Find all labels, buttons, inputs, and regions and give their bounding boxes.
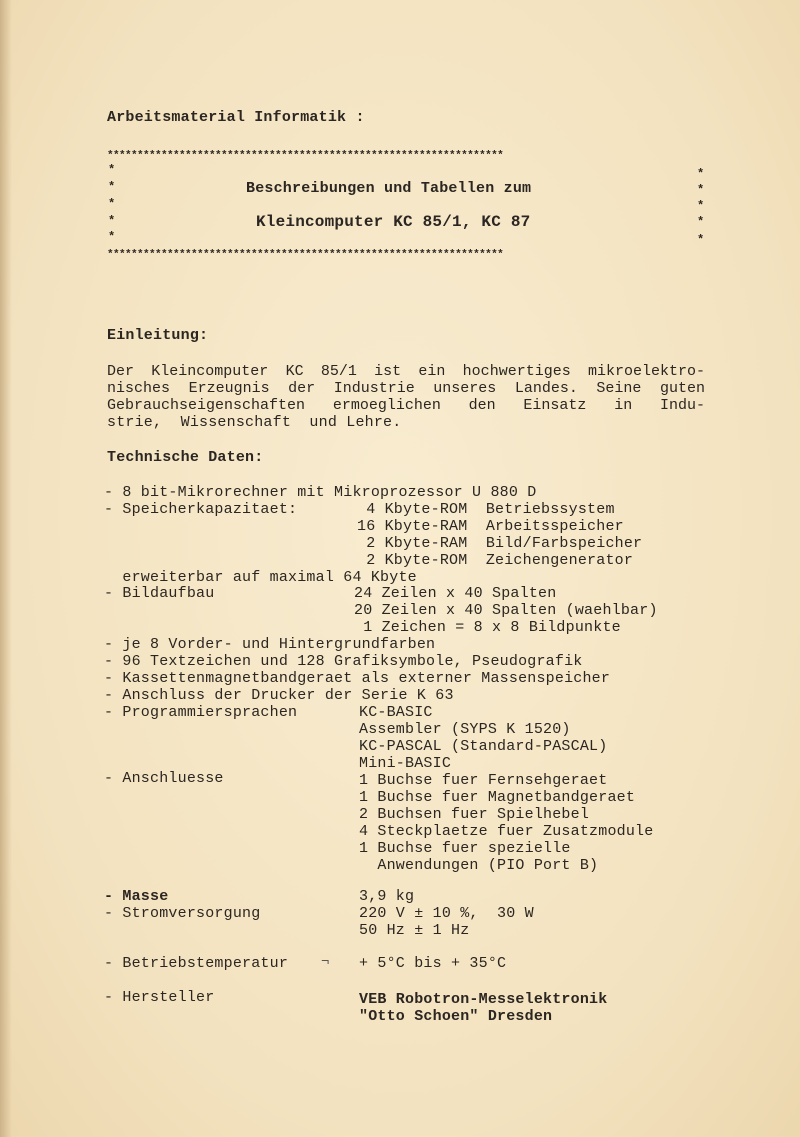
tech-row-value: KC-PASCAL (Standard-PASCAL) — [359, 738, 608, 755]
tech-row-label: - Speicherkapazitaet: — [104, 501, 298, 518]
page-edge-shadow — [0, 0, 12, 1137]
tech-row-value: 4 Kbyte-ROM Betriebssystem — [357, 501, 615, 518]
box-star: * — [108, 180, 116, 194]
tech-row-value: 3,9 kg — [359, 888, 415, 905]
tech-row-label: - Masse — [104, 888, 169, 905]
tech-row-label: - 96 Textzeichen und 128 Grafiksymbole, Pseudografik — [104, 653, 583, 670]
box-title-line2: Kleincomputer KC 85/1, KC 87 — [256, 213, 531, 231]
tech-row-value: 4 Steckplaetze fuer Zusatzmodule — [359, 823, 654, 840]
tech-row-value: Assembler (SYPS K 1520) — [359, 721, 571, 738]
tech-row-value: "Otto Schoen" Dresden — [359, 1008, 553, 1025]
tech-row-label: - Hersteller — [104, 989, 215, 1006]
tech-row-label: - Anschluesse — [104, 770, 224, 787]
tech-row-label: - Betriebstemperatur — [104, 955, 289, 972]
tech-row-label: - Programmiersprachen — [104, 704, 298, 721]
intro-line: Gebrauchseigenschaften ermoeglichen den Einsatz in Indu- — [107, 397, 705, 414]
box-top-border: ****************************************************************** — [107, 150, 504, 162]
box-star: * — [697, 233, 705, 247]
page-title: Arbeitsmaterial Informatik : — [107, 109, 365, 126]
tech-row-value: 1 Zeichen = 8 x 8 Bildpunkte — [354, 619, 621, 636]
intro-line: Der Kleincomputer KC 85/1 ist ein hochwertiges mikroelektro- — [107, 363, 705, 380]
tech-row-value: 1 Buchse fuer Magnetbandgeraet — [359, 789, 636, 806]
tech-row-value: 24 Zeilen x 40 Spalten — [354, 585, 557, 602]
tech-row-label: erweiterbar auf maximal 64 Kbyte — [104, 569, 417, 586]
intro-line: strie, Wissenschaft und Lehre. — [107, 414, 402, 431]
tech-row-value: 2 Buchsen fuer Spielhebel — [359, 806, 590, 823]
box-star: * — [697, 167, 705, 181]
tech-row-value: KC-BASIC — [359, 704, 433, 721]
intro-heading: Einleitung: — [107, 327, 209, 344]
box-star: * — [108, 214, 116, 228]
tech-row-value: Mini-BASIC — [359, 755, 452, 772]
box-star: * — [697, 215, 705, 229]
tech-row-value: 1 Buchse fuer spezielle — [359, 840, 571, 857]
intro-line: nisches Erzeugnis der Industrie unseres Landes. Seine guten — [107, 380, 705, 397]
tech-row-label: - Kassettenmagnetbandgeraet als externer Massenspeicher — [104, 670, 611, 687]
tech-row-label: - je 8 Vorder- und Hintergrundfarben — [104, 636, 436, 653]
tech-row-value: VEB Robotron-Messelektronik — [359, 991, 608, 1008]
box-bottom-border: ****************************************************************** — [107, 249, 504, 261]
tech-row-value: 20 Zeilen x 40 Spalten (waehlbar) — [354, 602, 658, 619]
box-star: * — [697, 183, 705, 197]
tech-row-value: + 5°C bis + 35°C — [359, 955, 507, 972]
tech-row-value: Anwendungen (PIO Port B) — [359, 857, 599, 874]
tech-row-value: 1 Buchse fuer Fernsehgeraet — [359, 772, 608, 789]
tech-row-label: - Stromversorgung — [104, 905, 261, 922]
box-star: * — [108, 230, 116, 244]
box-title-line1: Beschreibungen und Tabellen zum — [246, 180, 532, 197]
tech-heading: Technische Daten: — [107, 449, 264, 466]
pen-mark: ¬ — [321, 954, 330, 970]
tech-row-label: - Bildaufbau — [104, 585, 215, 602]
box-star: * — [108, 163, 116, 177]
tech-row-label: - 8 bit-Mikrorechner mit Mikroprozessor U 880 D — [104, 484, 537, 501]
box-star: * — [697, 199, 705, 213]
tech-row-value: 16 Kbyte-RAM Arbeitsspeicher — [357, 518, 624, 535]
tech-row-value: 2 Kbyte-RAM Bild/Farbspeicher — [357, 535, 643, 552]
tech-row-value: 50 Hz ± 1 Hz — [359, 922, 470, 939]
box-star: * — [108, 197, 116, 211]
tech-row-label: - Anschluss der Drucker der Serie K 63 — [104, 687, 454, 704]
tech-row-value: 220 V ± 10 %, 30 W — [359, 905, 534, 922]
tech-row-value: 2 Kbyte-ROM Zeichengenerator — [357, 552, 634, 569]
